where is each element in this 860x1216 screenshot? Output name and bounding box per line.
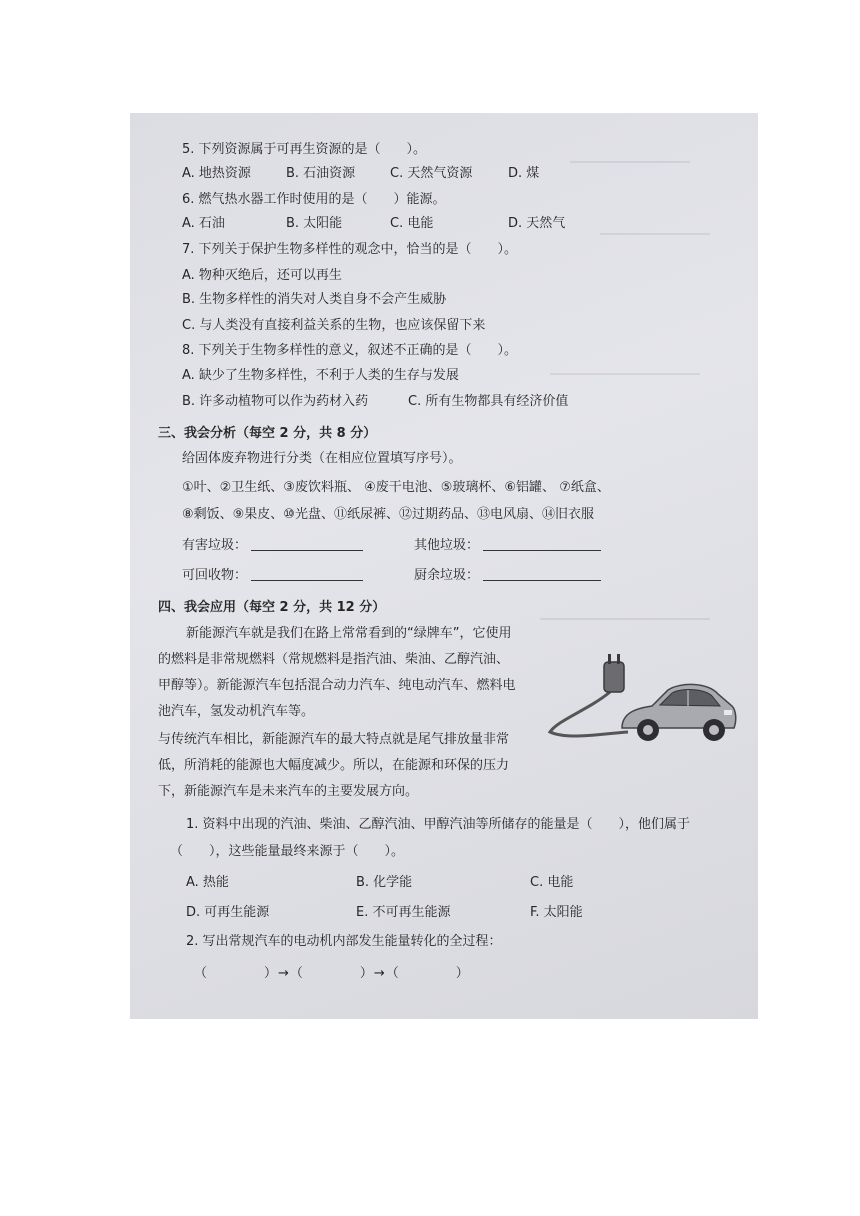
q5-option-d: D. 煤: [508, 166, 540, 181]
q6-option-c: C. 电能: [390, 216, 434, 231]
section3-instruction: 给固体废弃物进行分类（在相应位置填写序号）。: [182, 451, 462, 466]
q8-option-b: B. 许多动植物可以作为药材入药: [182, 394, 369, 409]
recyclable-row: [182, 566, 363, 585]
passage-line-1: 新能源汽车就是我们在路上常常看到的“绿牌车”，它使用: [186, 626, 512, 641]
other-waste-blank[interactable]: [483, 536, 601, 551]
q5-stem: 5. 下列资源属于可再生资源的是（ ）。: [182, 142, 427, 157]
passage-line-3: 甲醇等）。新能源汽车包括混合动力汽车、纯电动汽车、燃料电: [158, 678, 516, 693]
recyclable-blank[interactable]: [251, 566, 363, 581]
q5-option-c: C. 天然气资源: [390, 166, 473, 181]
q1-option-d: D. 可再生能源: [186, 905, 270, 920]
q1-option-b: B. 化学能: [356, 875, 413, 890]
q6-option-b: B. 太阳能: [286, 216, 343, 231]
hazardous-waste-blank[interactable]: [251, 536, 363, 551]
passage-line-4: 池汽车，氢发动机汽车等。: [158, 704, 315, 719]
q1-option-c: C. 电能: [530, 875, 574, 890]
passage-line-7: 下，新能源汽车是未来汽车的主要发展方向。: [158, 784, 419, 799]
bleed-through-mark: [550, 373, 700, 375]
passage-line-2: 的燃料是非常规燃料（常规燃料是指汽油、柴油、乙醇汽油、: [158, 652, 510, 667]
q1-line1: 1. 资料中出现的汽油、柴油、乙醇汽油、甲醇汽油等所储存的能量是（ ），他们属于: [186, 817, 691, 832]
q5-option-a: A. 地热资源: [182, 166, 251, 181]
q6-option-a: A. 石油: [182, 216, 225, 231]
kitchen-waste-blank[interactable]: [483, 566, 601, 581]
bleed-through-mark: [570, 161, 690, 163]
kitchen-waste-row: [414, 566, 601, 585]
q6-stem: 6. 燃气热水器工作时使用的是（ ）能源。: [182, 192, 446, 207]
section3-items-line2: ⑧剩饭、⑨果皮、⑩光盘、⑪纸尿裤、⑫过期药品、⑬电风扇、⑭旧衣服: [182, 507, 594, 522]
q7-stem: 7. 下列关于保护生物多样性的观念中，恰当的是（ ）。: [182, 242, 518, 257]
charging-cable: [550, 692, 628, 736]
charging-plug-icon: [604, 654, 624, 692]
q1-option-a: A. 热能: [186, 875, 229, 890]
exam-paper-photo: [130, 113, 758, 1019]
electric-car-illustration: [548, 650, 738, 758]
passage-line-5: 与传统汽车相比，新能源汽车的最大特点就是尾气排放量非常: [158, 732, 510, 747]
q8-stem: 8. 下列关于生物多样性的意义，叙述不正确的是（ ）。: [182, 343, 518, 358]
q7-option-b: B. 生物多样性的消失对人类自身不会产生威胁: [182, 292, 447, 307]
q7-option-c: C. 与人类没有直接利益关系的生物，也应该保留下来: [182, 318, 486, 333]
passage-line-6: 低，所消耗的能源也大幅度减少。所以，在能源和环保的压力: [158, 758, 510, 773]
recyclable-label: 可回收物：: [182, 568, 248, 583]
section4-title: 四、我会应用（每空 2 分，共 12 分）: [158, 600, 386, 615]
q2-stem: 2. 写出常规汽车的电动机内部发生能量转化的全过程：: [186, 934, 502, 949]
q1-option-e: E. 不可再生能源: [356, 905, 451, 920]
q1-option-f: F. 太阳能: [530, 905, 583, 920]
kitchen-waste-label: 厨余垃圾：: [414, 568, 480, 583]
q8-option-a: A. 缺少了生物多样性，不利于人类的生存与发展: [182, 368, 459, 383]
bleed-through-mark: [540, 618, 710, 620]
q8-option-c: C. 所有生物都具有经济价值: [408, 394, 569, 409]
section3-items-line1: ①叶、②卫生纸、③废饮料瓶、 ④废干电池、⑤玻璃杯、⑥铝罐、 ⑦纸盒、: [182, 480, 610, 495]
q2-energy-chain[interactable]: （ ）→（ ）→（ ）: [194, 966, 470, 981]
other-waste-row: [414, 536, 601, 555]
bleed-through-mark: [600, 233, 710, 235]
q5-option-b: B. 石油资源: [286, 166, 356, 181]
hazardous-waste-label: 有害垃圾：: [182, 538, 248, 553]
q6-option-d: D. 天然气: [508, 216, 566, 231]
q1-line2: （ ），这些能量最终来源于（ ）。: [170, 844, 405, 859]
hazardous-waste-row: [182, 536, 363, 555]
other-waste-label: 其他垃圾：: [414, 538, 480, 553]
car-icon: [622, 684, 736, 741]
section3-title: 三、我会分析（每空 2 分，共 8 分）: [158, 426, 377, 441]
q7-option-a: A. 物种灭绝后，还可以再生: [182, 268, 342, 283]
